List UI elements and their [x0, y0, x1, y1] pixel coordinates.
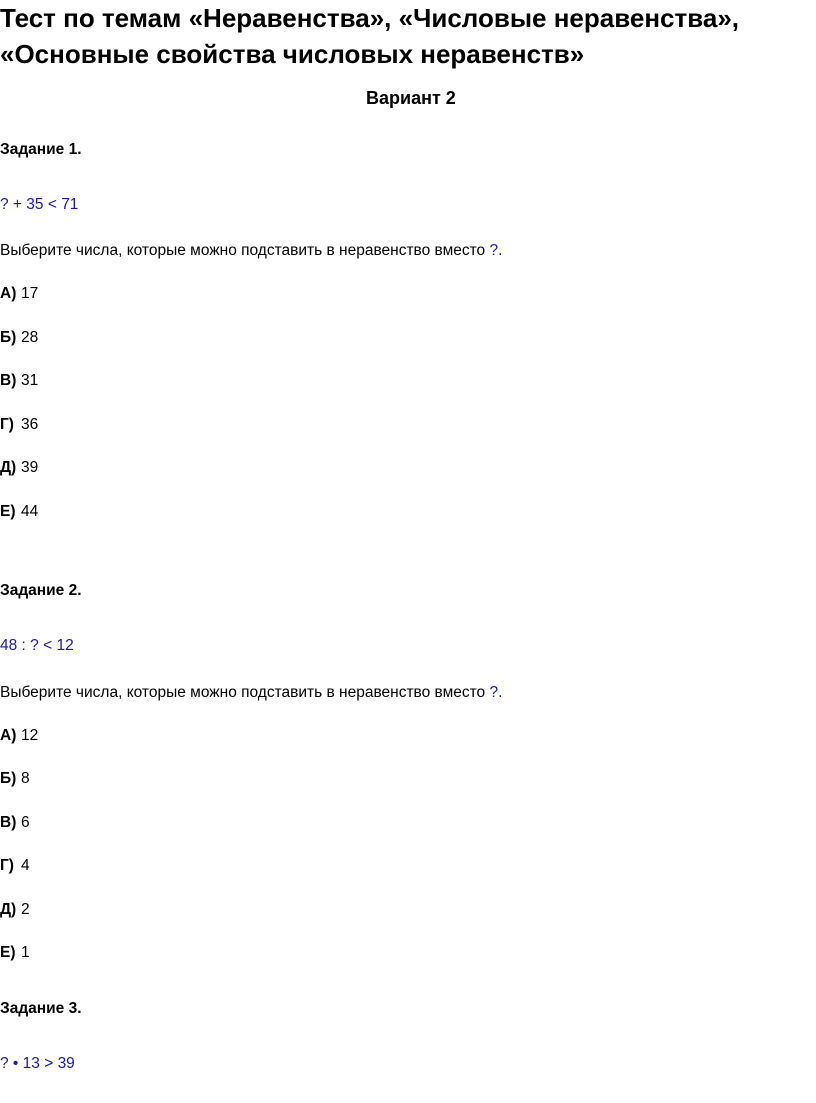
task-expression: 48 : ? < 12	[0, 637, 74, 654]
option-a[interactable]	[0, 727, 38, 745]
page-title-line-1: Тест по темам «Неравенства», «Числовые неравенства»,	[0, 3, 740, 33]
option-value: 6	[21, 814, 30, 831]
task-heading: Задание 3.	[0, 1000, 82, 1017]
option-a[interactable]	[0, 285, 38, 303]
option-letter: Г)	[0, 416, 14, 433]
page-title-line-2: «Основные свойства числовых неравенств»	[0, 39, 585, 69]
prompt-end: .	[498, 684, 503, 701]
option-letter: Г)	[0, 857, 14, 874]
task-prompt	[0, 242, 502, 260]
prompt-question-mark: ?	[489, 242, 499, 259]
option-value: 8	[21, 770, 30, 787]
option-value: 28	[21, 329, 39, 346]
option-value: 17	[21, 285, 39, 302]
task-expression: ? + 35 < 71	[0, 196, 79, 213]
prompt-end: .	[498, 242, 503, 259]
option-e[interactable]	[0, 459, 38, 477]
option-d[interactable]	[0, 857, 30, 875]
option-value: 39	[21, 459, 39, 476]
option-letter: Д)	[0, 901, 17, 918]
option-value: 1	[21, 944, 30, 961]
option-letter: Е)	[0, 503, 16, 520]
option-b[interactable]	[0, 329, 38, 347]
option-value: 44	[21, 503, 39, 520]
option-letter: В)	[0, 372, 17, 389]
task-expression: ? • 13 > 39	[0, 1055, 75, 1072]
option-c[interactable]	[0, 372, 38, 390]
option-value: 12	[21, 727, 39, 744]
prompt-text: Выберите числа, которые можно подставить в неравенство вместо	[0, 684, 490, 701]
option-letter: Д)	[0, 459, 17, 476]
option-e[interactable]	[0, 901, 30, 919]
option-b[interactable]	[0, 770, 30, 788]
option-c[interactable]	[0, 814, 30, 832]
task-heading: Задание 1.	[0, 141, 82, 158]
option-letter: Б)	[0, 770, 17, 787]
task-prompt	[0, 684, 502, 702]
option-value: 36	[21, 416, 39, 433]
option-letter: А)	[0, 285, 17, 302]
option-letter: Б)	[0, 329, 17, 346]
variant-heading: Вариант 2	[366, 88, 456, 108]
option-f[interactable]	[0, 944, 30, 962]
option-letter: А)	[0, 727, 17, 744]
prompt-question-mark: ?	[489, 684, 499, 701]
task-heading: Задание 2.	[0, 582, 82, 599]
option-value: 4	[21, 857, 30, 874]
option-d[interactable]	[0, 416, 38, 434]
option-value: 31	[21, 372, 39, 389]
option-f[interactable]	[0, 503, 38, 521]
prompt-text: Выберите числа, которые можно подставить в неравенство вместо	[0, 242, 490, 259]
option-letter: Е)	[0, 944, 16, 961]
option-value: 2	[21, 901, 30, 918]
option-letter: В)	[0, 814, 17, 831]
